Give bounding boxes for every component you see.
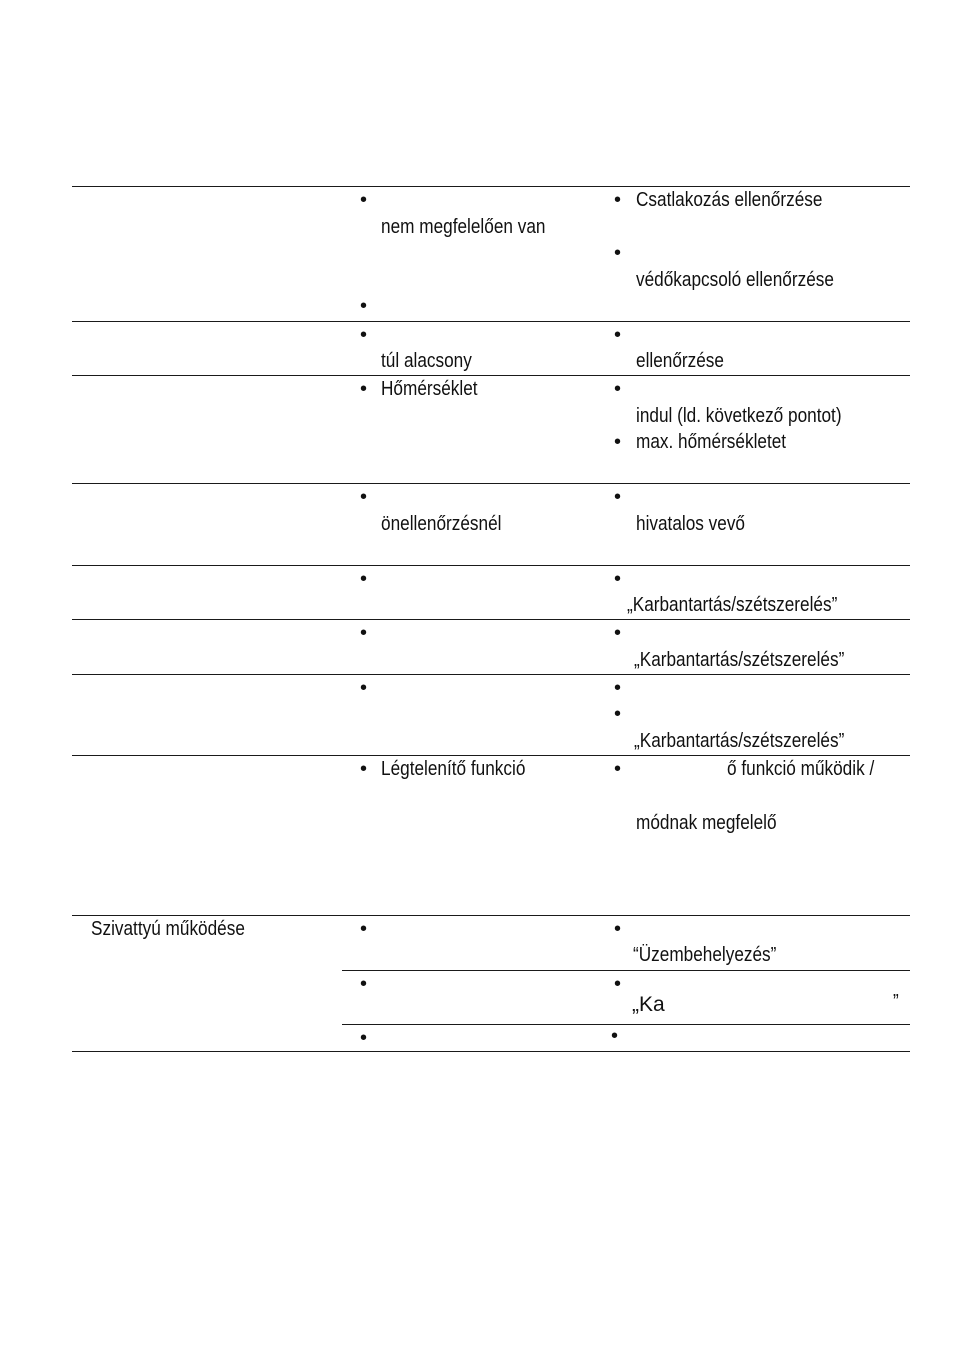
bullet: • [614, 324, 622, 346]
bullet: • [614, 703, 622, 725]
bullet: • [360, 378, 368, 400]
bullet: • [614, 486, 622, 508]
remedy-text: „Karbantartás/szétszerelés” [627, 594, 838, 616]
bullet: • [614, 758, 622, 780]
bullet: • [614, 677, 622, 699]
remedy-text: ő funkció működik / [727, 758, 875, 780]
bullet: • [614, 242, 622, 264]
bullet: • [614, 568, 622, 590]
problem-label: Szivattyú működése [91, 918, 245, 940]
remedy-text: „Karbantartás/szétszerelés” [634, 649, 845, 671]
table-rule-top [72, 186, 910, 187]
bullet: • [360, 973, 368, 995]
bullet: • [360, 486, 368, 508]
remedy-text: védőkapcsoló ellenőrzése [636, 269, 834, 291]
table-rule [72, 674, 910, 675]
remedy-text: indul (ld. következő pontot) [636, 405, 842, 427]
bullet: • [360, 677, 368, 699]
table-rule-bottom [72, 1051, 910, 1052]
remedy-text: módnak megfelelő [636, 812, 777, 834]
bullet: • [611, 1025, 619, 1047]
bullet: • [360, 568, 368, 590]
table-rule [72, 915, 910, 916]
bullet: • [360, 918, 368, 940]
remedy-text: “Üzembehelyezés” [633, 944, 777, 966]
cause-text: Légtelenítő funkció [381, 758, 526, 780]
table-rule [72, 565, 910, 566]
bullet: • [614, 918, 622, 940]
bullet: • [614, 973, 622, 995]
bullet: • [614, 431, 622, 453]
bullet: • [614, 189, 622, 211]
table-subrule [342, 970, 910, 971]
remedy-text: hivatalos vevő [636, 513, 746, 535]
remedy-text: „Ka [632, 993, 665, 1016]
bullet: • [360, 622, 368, 644]
table-rule [72, 755, 910, 756]
cause-text: túl alacsony [381, 350, 472, 372]
remedy-text: „Karbantartás/szétszerelés” [634, 730, 845, 752]
remedy-text: Csatlakozás ellenőrzése [636, 189, 823, 211]
cause-text: Hőmérséklet [381, 378, 478, 400]
bullet: • [360, 1027, 368, 1049]
table-subrule [342, 1024, 910, 1025]
bullet: • [360, 189, 368, 211]
table-rule [72, 375, 910, 376]
remedy-text: ellenőrzése [636, 350, 724, 372]
remedy-text: max. hőmérsékletet [636, 431, 787, 453]
bullet: • [360, 758, 368, 780]
bullet: • [360, 324, 368, 346]
bullet: • [614, 378, 622, 400]
cause-text: nem megfelelően van [381, 216, 546, 238]
table-rule [72, 483, 910, 484]
cause-text: önellenőrzésnél [381, 513, 502, 535]
remedy-text: ” [893, 991, 899, 1013]
table-rule [72, 619, 910, 620]
bullet: • [360, 295, 368, 317]
table-rule [72, 321, 910, 322]
bullet: • [614, 622, 622, 644]
